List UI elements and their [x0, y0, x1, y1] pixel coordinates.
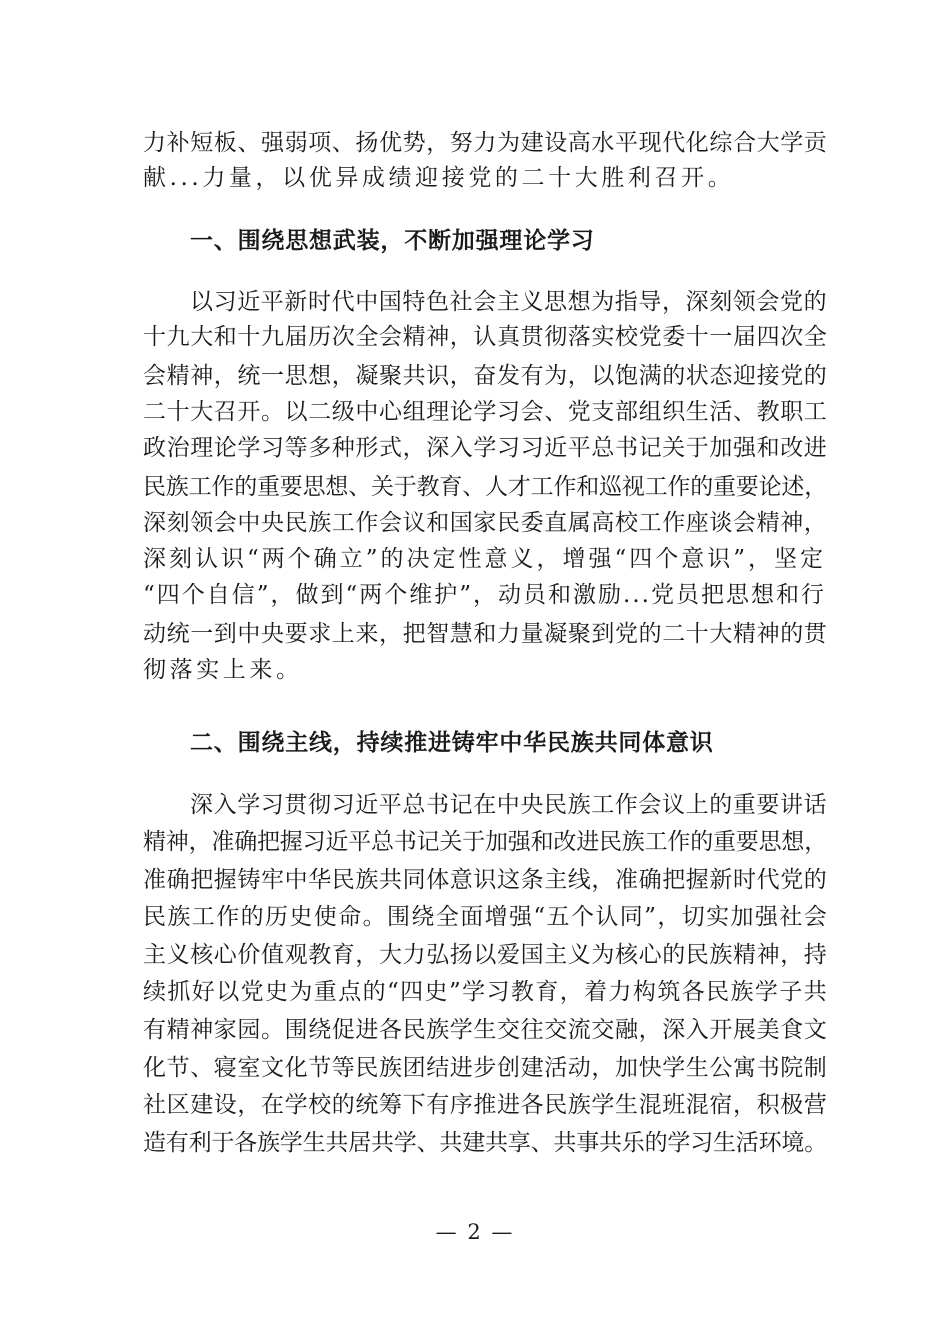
section-1-line-7: 深刻领会中央民族工作会议和国家民委直属高校工作座谈会精神，	[143, 510, 828, 536]
section-2-line-5: 主义核心价值观教育，大力弘扬以爱国主义为核心的民族精神，持	[143, 942, 828, 968]
section-2-line-4: 民族工作的历史使命。围绕全面增强“五个认同”，切实加强社会	[143, 904, 829, 930]
section-2-line-1: 深入学习贯彻习近平总书记在中央民族工作会议上的重要讲话	[190, 792, 828, 818]
section-1-line-3: 会精神，统一思想，凝聚共识，奋发有为，以饱满的状态迎接党的	[143, 363, 828, 389]
page-number: — 2 —	[435, 1220, 515, 1244]
intro-line-2: 献...力量，以优异成绩迎接党的二十大胜利召开。	[143, 165, 735, 191]
section-1-heading: 一、围绕思想武装，不断加强理论学习	[190, 228, 595, 254]
intro-line-1: 力补短板、强弱项、扬优势，努力为建设高水平现代化综合大学贡	[143, 130, 828, 156]
section-2-line-2: 精神，准确把握习近平总书记关于加强和改进民族工作的重要思想，	[143, 829, 828, 855]
section-1-line-2: 十九大和十九届历次全会精神，认真贯彻落实校党委十一届四次全	[143, 324, 828, 350]
section-2-line-9: 社区建设，在学校的统筹下有序推进各民族学生混班混宿，积极营	[143, 1092, 828, 1118]
section-1-line-10: 动统一到中央要求上来，把智慧和力量凝聚到党的二十大精神的贯	[143, 621, 828, 647]
section-1-line-6: 民族工作的重要思想、关于教育、人才工作和巡视工作的重要论述，	[143, 474, 828, 500]
section-1-line-4: 二十大召开。以二级中心组理论学习会、党支部组织生活、教职工	[143, 399, 828, 425]
section-2-line-10: 造有利于各族学生共居共学、共建共享、共事共乐的学习生活环境。	[143, 1130, 828, 1156]
section-2-line-6: 续抓好以党史为重点的“四史”学习教育，着力构筑各民族学子共	[143, 979, 829, 1005]
section-2-heading: 二、围绕主线，持续推进铸牢中华民族共同体意识	[190, 730, 714, 756]
section-2-line-7: 有精神家园。围绕促进各民族学生交往交流交融，深入开展美食文	[143, 1017, 828, 1043]
section-2-line-8: 化节、寝室文化节等民族团结进步创建活动，加快学生公寓书院制	[143, 1055, 828, 1081]
section-2-line-3: 准确把握铸牢中华民族共同体意识这条主线，准确把握新时代党的	[143, 867, 828, 893]
section-1-line-9: “四个自信”，做到“两个维护”，动员和激励...党员把思想和行	[143, 582, 826, 608]
section-1-line-5: 政治理论学习等多种形式，深入学习习近平总书记关于加强和改进	[143, 435, 828, 461]
section-1-line-8: 深刻认识“两个确立”的决定性意义，增强“四个意识”，坚定	[143, 546, 827, 572]
section-1-line-1: 以习近平新时代中国特色社会主义思想为指导，深刻领会党的	[190, 289, 828, 315]
section-1-line-11: 彻落实上来。	[143, 657, 303, 683]
